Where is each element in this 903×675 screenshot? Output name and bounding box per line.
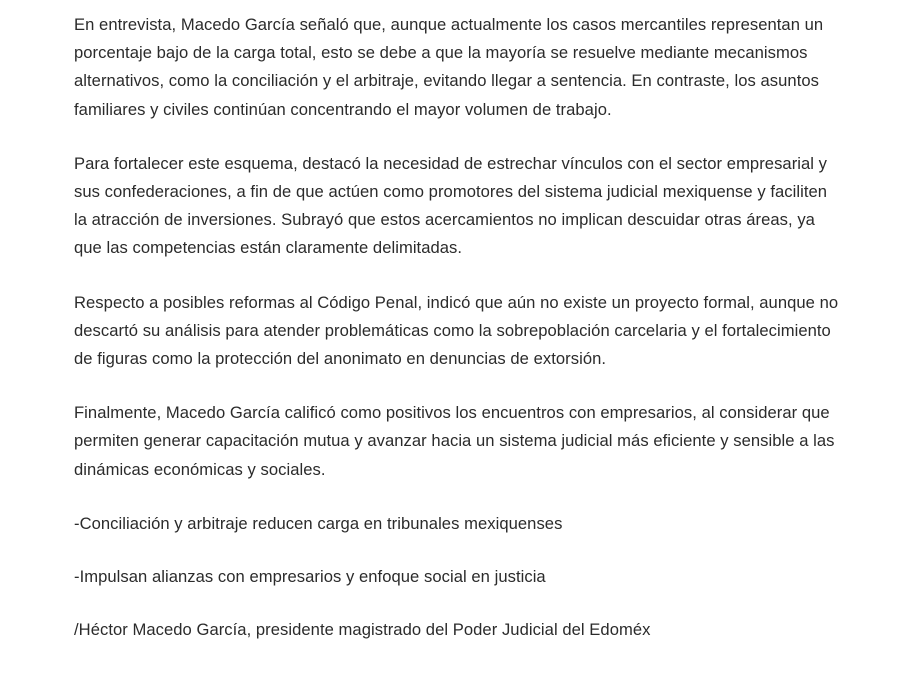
article-body bbox=[74, 11, 844, 669]
article-paragraph: Respecto a posibles reformas al Código Penal, indicó que aún no existe un proyecto formal, aunque no descartó su análisis para atender problemáticas como la sobrepoblación carcelaria y el fortalecimiento de figuras como la protección del anonimato en denuncias de extorsión. bbox=[74, 292, 839, 369]
photo-caption: /Héctor Macedo García, presidente magistrado del Poder Judicial del Edoméx bbox=[74, 620, 651, 640]
article-paragraph: Para fortalecer este esquema, destacó la necesidad de estrechar vínculos con el sector empresarial y sus confederaciones, a fin de que actúen como promotores del sistema judicial mexiquense y faciliten la atracción de inversiones. Subrayó que estos acercamientos no implican descuidar otras áreas, ya que las competencias están claramente delimitadas. bbox=[74, 153, 828, 258]
article-paragraph: Finalmente, Macedo García calificó como positivos los encuentros con empresarios, al considerar que permiten generar capacitación mutua y avanzar hacia un sistema judicial más eficiente y sensible a las dinámicas económicas y sociales. bbox=[74, 403, 835, 479]
article-paragraph: En entrevista, Macedo García señaló que, aunque actualmente los casos mercantiles representan un porcentaje bajo de la carga total, esto se debe a que la mayoría se resuelve mediante mecanismos alternativos, como la conciliación y el arbitraje, evitando llegar a sentencia. En contraste, los asuntos familiares y civiles continúan concentrando el mayor volumen de trabajo. bbox=[74, 15, 824, 119]
highlight-item: -Conciliación y arbitraje reducen carga en tribunales mexiquenses bbox=[74, 513, 563, 533]
highlight-item: -Impulsan alianzas con empresarios y enfoque social en justicia bbox=[74, 567, 546, 587]
